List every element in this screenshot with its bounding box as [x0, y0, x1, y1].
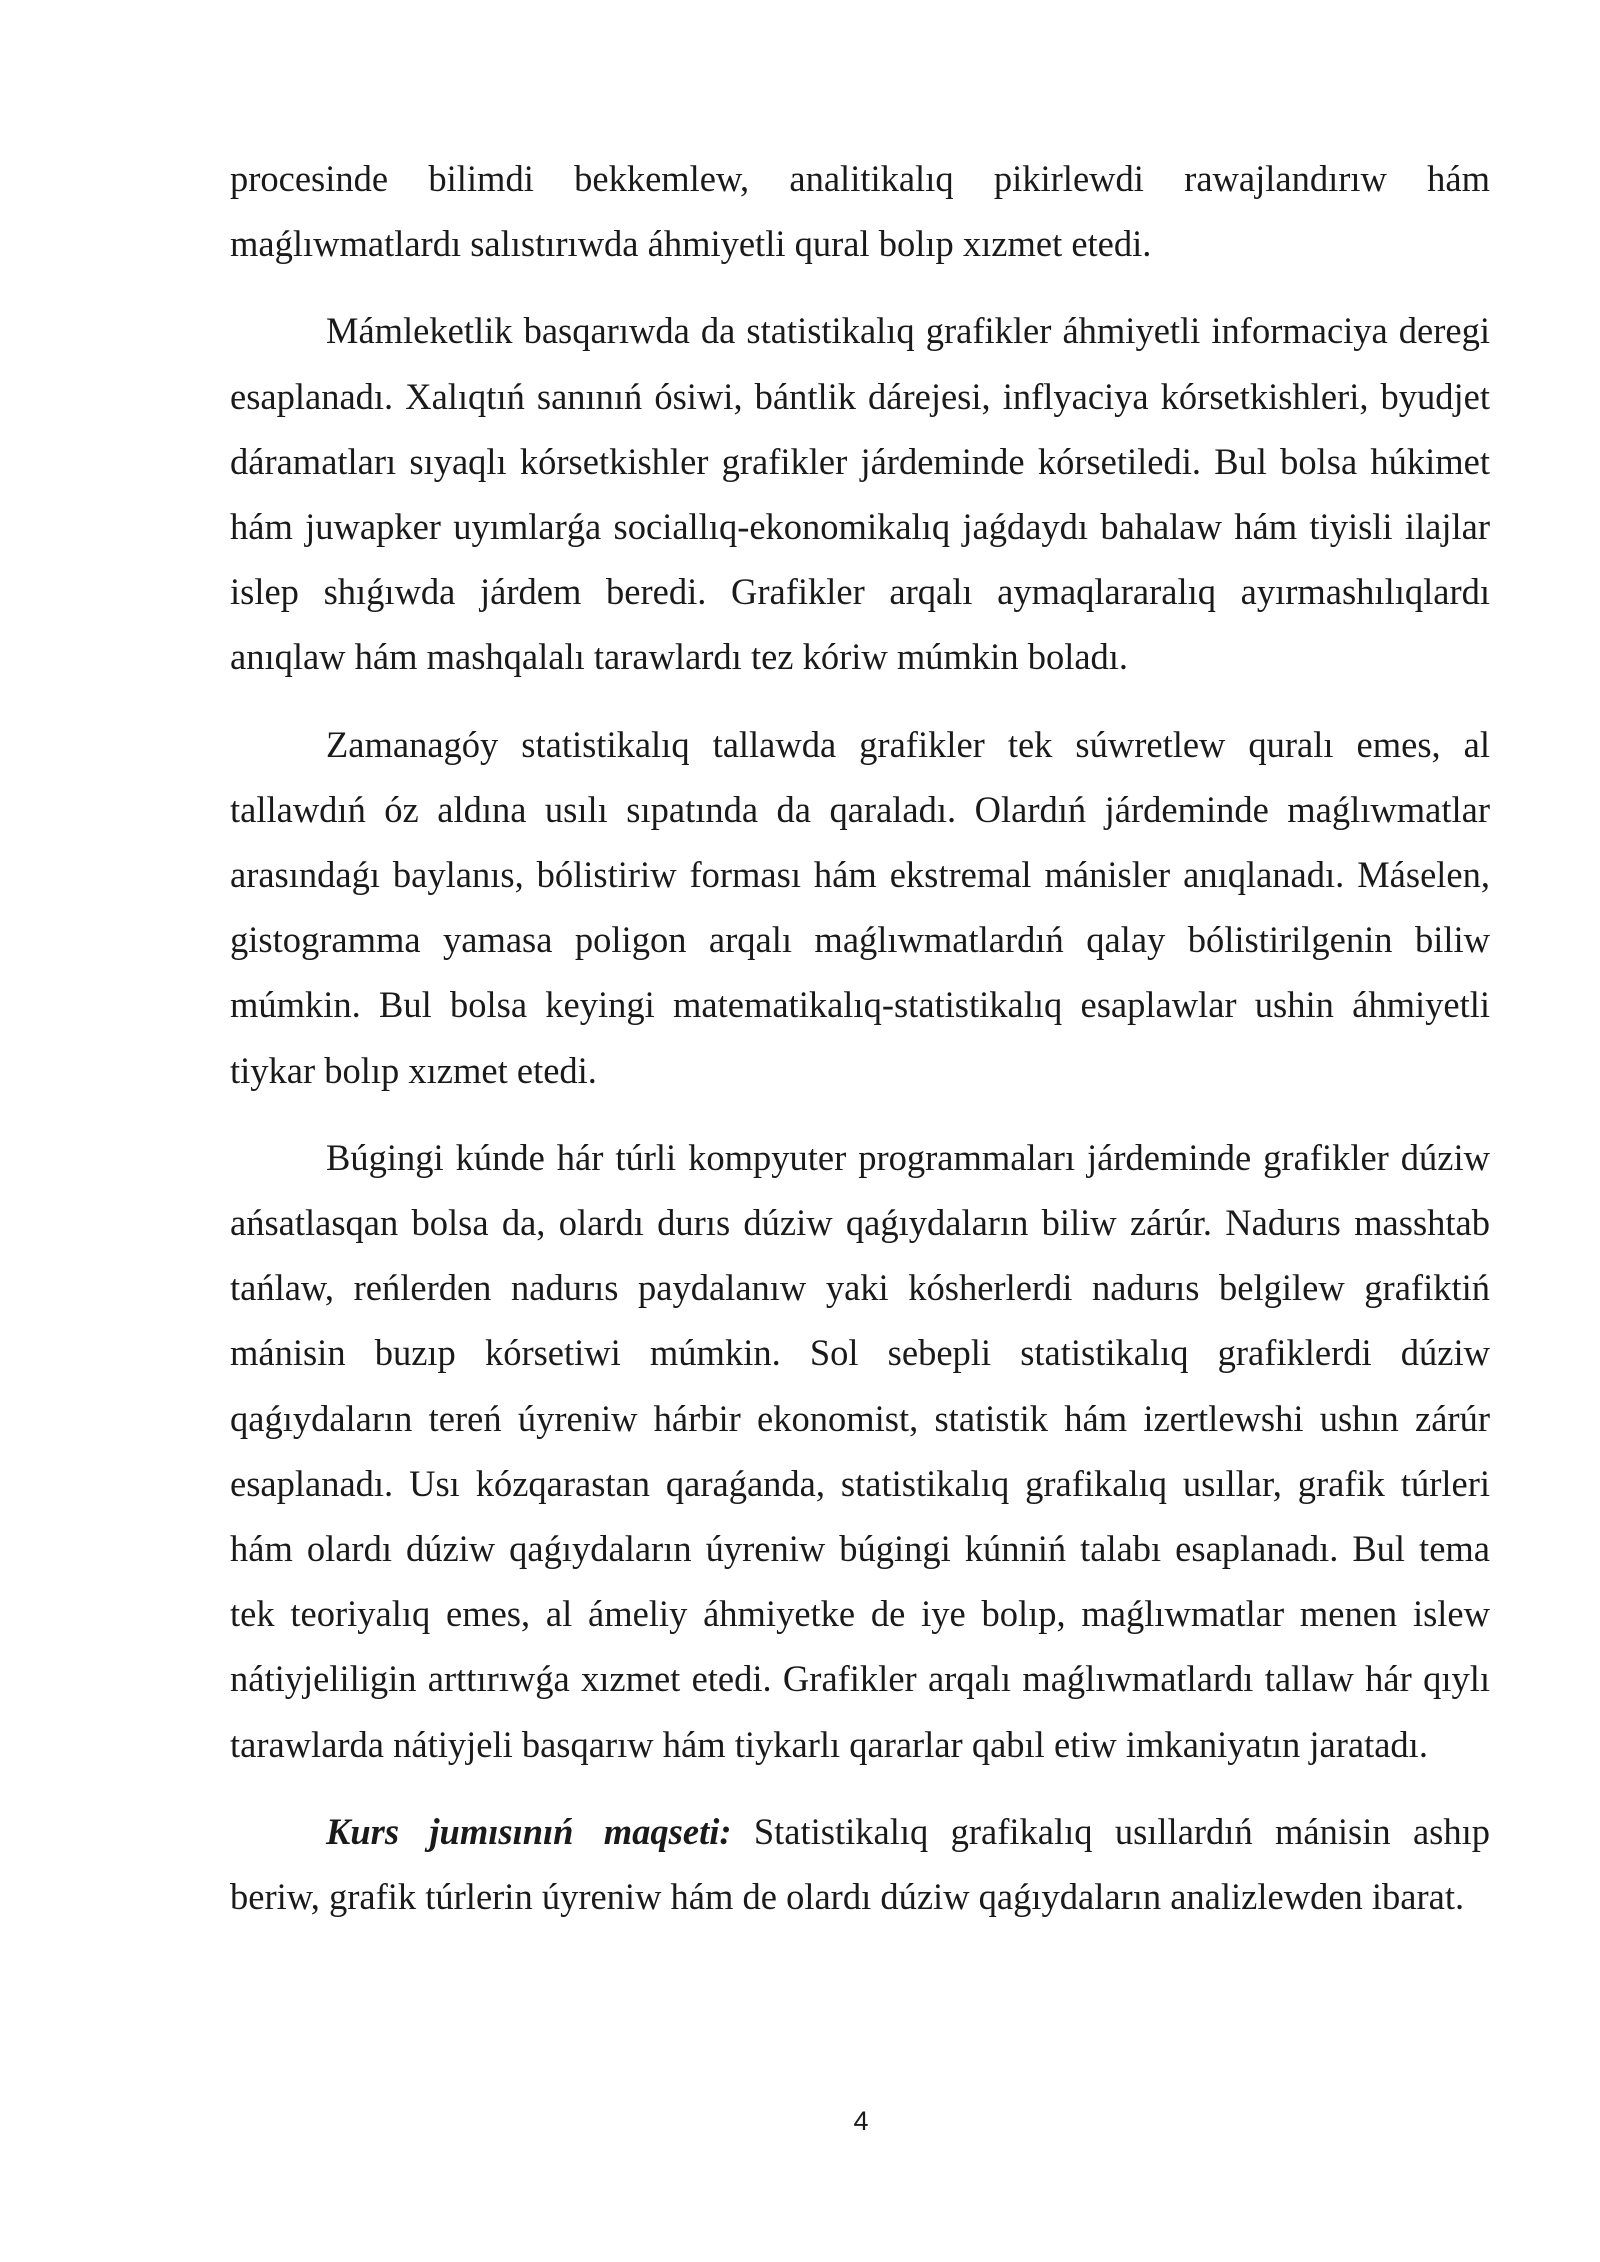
paragraph-course-goal	[230, 1799, 1490, 1929]
paragraph-continued: procesinde bilimdi bekkemlew, analitikalıq pikirlewdi rawajlandırıw hám maǵlıwmatlardı salıstırıwda áhmiyetli qural bolıp xızmet etedi.	[230, 158, 1490, 265]
page-number: 4	[853, 2106, 869, 2136]
body-text	[230, 146, 1490, 1929]
paragraph-computer-programs: Búgingi kúnde hár túrli kompyuter programmaları járdeminde grafikler dúziw ańsatlasqan bolsa da, olardı durıs dúziw qaǵıydaların biliw zárúr. Nadurıs masshtab tańlaw, reńlerden nadurıs paydalanıw yaki kósherlerdi nadurıs belgilew grafiktiń mánisin buzıp kórsetiwi múmkin. Sol sebepli statistikalıq grafiklerdi dúziw qaǵıydaların tereń úyreniw hárbir ekonomist, statistik hám izertlewshi ushın zárúr esaplanadı. Usı kózqarastan qaraǵanda, statistikalıq grafikalıq usıllar, grafik túrleri hám olardı dúziw qaǵıydaların úyreniw búgingi kúnniń talabı esaplanadı. Bul tema tek teoriyalıq emes, al ámeliy áhmiyetke de iye bolıp, maǵlıwmatlar menen islew nátiyjeliligin arttırıwǵa xızmet etedi. Grafikler arqalı maǵlıwmatlardı tallaw hár qıylı tarawlarda nátiyjeli basqarıw hám tiykarlı qararlar qabıl etiw imkaniyatın jaratadı.	[230, 1136, 1490, 1765]
paragraph-modern-analysis: Zamanagóy statistikalıq tallawda grafikler tek súwretlew quralı emes, al tallawdıń óz aldına usılı sıpatında da qaraladı. Olardıń járdeminde maǵlıwmatlar arasındaǵı baylanıs, bólistiriw forması hám ekstremal mánisler anıqlanadı. Máselen, gistogramma yamasa poligon arqalı maǵlıwmatlardıń qalay bólistirilgenin biliw múmkin. Bul bolsa keyingi matematikalıq-statistikalıq esaplawlar ushin áhmiyetli tiykar bolıp xızmet etedi.	[230, 723, 1490, 1091]
course-goal-label: Kurs jumısınıń maqseti:	[326, 1810, 732, 1852]
course-goal-text: Statistikalıq grafikalıq usıllardıń mánisin ashıp beriw, grafik túrlerin úyreniw hám de olardı dúziw qaǵıydaların analizlewden ibarat.	[230, 1810, 1490, 1918]
paragraph-state-governance: Mámleketlik basqarıwda da statistikalıq grafikler áhmiyetli informaciya deregi esaplanadı. Xalıqtıń sanınıń ósiwi, bántlik dárejesi, inflyaciya kórsetkishleri, byudjet dáramatları sıyaqlı kórsetkishler grafikler járdeminde kórsetiledi. Bul bolsa húkimet hám juwapker uyımlarǵa sociallıq-ekonomikalıq jaǵdaydı bahalaw hám tiyisli ilajlar islep shıǵıwda járdem beredi. Grafikler arqalı aymaqlararalıq ayırmashılıqlardı anıqlaw hám mashqalalı tarawlardı tez kóriw múmkin boladı.	[230, 310, 1490, 678]
